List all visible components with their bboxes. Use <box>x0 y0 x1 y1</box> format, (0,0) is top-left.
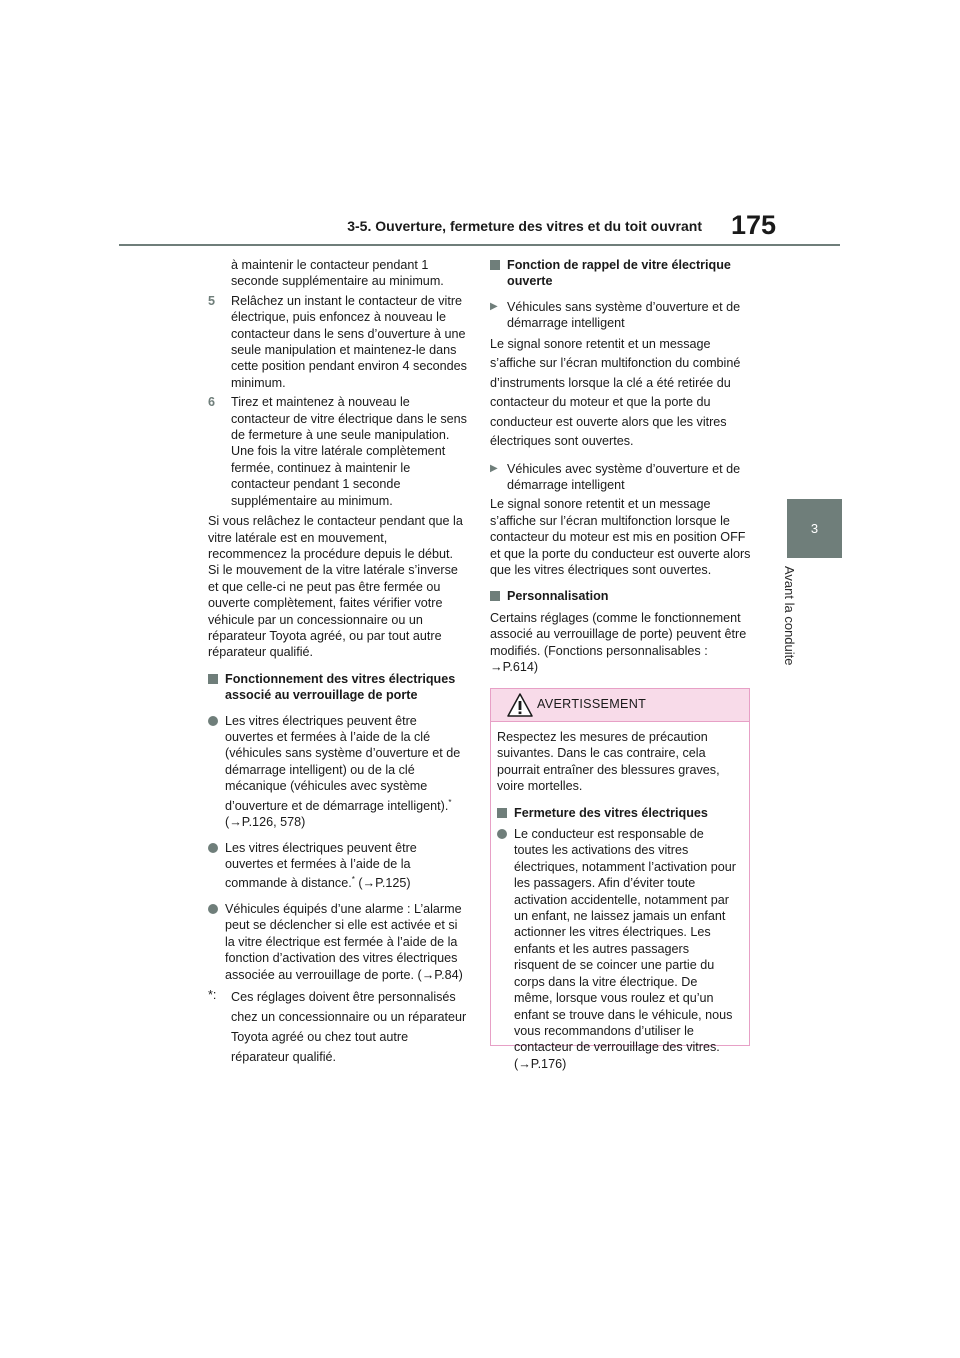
footnote-text: Ces réglages doivent être personnalisés chez un concessionnaire ou un réparateur Toyota agréé ou chez tout autre réparateur qualifié. <box>231 990 467 1065</box>
circle-bullet-icon <box>208 904 218 914</box>
chapter-label <box>777 566 801 676</box>
square-bullet-icon <box>208 674 218 684</box>
circle-bullet-icon <box>208 843 218 853</box>
paragraph-reminder-1: Le signal sonore retentit et un message s’affiche sur l’écran multifonction du combiné d’instruments lorsque la clé a été retirée du contacteur du moteur et que la porte du conducteur est ouverte alors que les vitres électriques sont ouvertes. <box>490 336 741 449</box>
warning-body <box>497 729 737 1072</box>
circle-bullet-icon <box>208 716 218 726</box>
footnote-marker: * <box>448 797 452 807</box>
step-5 <box>208 293 468 391</box>
header-divider <box>119 244 840 246</box>
left-column <box>208 257 468 1067</box>
warning-bullet-text: Le conducteur est responsable de toutes les activations des vitres électriques, notamment l’activation pour les passagers. Afin d’éviter toute activation accidentelle, notamment par un enfant, ne laissez jamais un enfant actionner les vitres électriques. Les enfants et les autres passagers risquent de se coincer une partie du corps dans la vitre électrique. De même, lorsque vous roulez et qu’un enfant se trouve dans le véhicule, nous vous recommandons d’utiliser le contacteur de verrouillage des vitres. (→P.176) <box>514 827 736 1071</box>
continuation-text: à maintenir le contacteur pendant 1 seconde supplémentaire au minimum. <box>231 258 444 289</box>
step-number: 6 <box>208 395 216 410</box>
warning-title: AVERTISSEMENT <box>537 697 647 711</box>
warning-intro: Respectez les mesures de précaution suivantes. Dans le cas contraire, cela pourrait entraîner des blessures graves, voire mortelles. <box>497 730 720 794</box>
paragraph-reminder-2: Le signal sonore retentit et un message s’affiche sur l’écran multifonction lorsque le contacteur du moteur est mis en position OFF et que la porte du conducteur est ouverte alors que les vitres électriques sont ouvertes. <box>490 497 751 578</box>
heading-text: Fonctionnement des vitres électriques associé au verrouillage de porte <box>225 671 456 703</box>
triangle-arrow-icon: ▶ <box>490 462 498 474</box>
footnote-mark: *: <box>208 988 217 1003</box>
circle-bullet-icon <box>497 829 507 839</box>
paragraph-dealer: Si le mouvement de la vitre latérale s’inverse et que celle-ci ne peut pas être fermée ou ouverte complètement, faites vérifier votre véhicule par un concessionnaire ou un réparateur Toyota agréé, ou par tout autre réparateur qualifié. <box>208 563 458 660</box>
paragraph-customization: Certains réglages (comme le fonctionnement associé au verrouillage de porte) peuvent être modifiés. (Fonctions personnalisables : →P.614) <box>490 610 747 675</box>
footnote-marker: * <box>351 875 355 885</box>
list-item <box>208 840 468 892</box>
page-reference: (→P.125) <box>354 876 411 891</box>
heading-text: Personnalisation <box>507 589 609 604</box>
section-heading <box>490 588 752 605</box>
heading-text: Fonction de rappel de vitre électrique ouverte <box>507 258 731 289</box>
chapter-label-text: Avant la conduite <box>782 566 797 666</box>
triangle-arrow-icon: ▶ <box>490 300 498 312</box>
condition-text: Véhicules avec système d’ouverture et de démarrage intelligent <box>507 461 741 493</box>
condition-text: Véhicules sans système d’ouverture et de démarrage intelligent <box>507 299 741 331</box>
warning-header <box>491 689 749 722</box>
step-text: Relâchez un instant le contacteur de vitre électrique, puis enfoncez à nouveau le contacteur dans le sens d’ouverture à une seule manipulation et maintenez-le dans cette position pendant environ 4 secondes minimum. <box>231 293 467 390</box>
section-title: 3-5. Ouverture, fermeture des vitres et du toit ouvrant <box>347 218 702 234</box>
list-item <box>490 461 752 494</box>
right-column <box>490 257 752 676</box>
heading-text: Fermeture des vitres électriques <box>514 805 708 820</box>
square-bullet-icon <box>490 260 500 270</box>
page-number: 175 <box>730 210 776 240</box>
list-item <box>208 901 468 983</box>
bullet-text: Les vitres électriques peuvent être ouvertes et fermées à l’aide de la commande à distance. <box>225 840 417 891</box>
chapter-tab: 3 <box>787 499 842 558</box>
paragraph-restart: Si vous relâchez le contacteur pendant que la vitre latérale est en mouvement, recommencez la procédure depuis le début. <box>208 514 463 561</box>
warning-box <box>490 688 750 1071</box>
step-text: Tirez et maintenez à nouveau le contacteur de vitre électrique dans le sens de fermeture à une seule manipulation. Une fois la vitre latérale complètement fermée, continuez à maintenir le contacteur pendant 1 seconde supplémentaire au minimum. <box>231 395 467 508</box>
step-number: 5 <box>208 293 216 308</box>
warning-heading <box>497 805 737 822</box>
list-item <box>497 826 737 1072</box>
footnote <box>208 987 468 1067</box>
bullet-text: Véhicules équipés d’une alarme : L’alarme peut se déclencher si elle est activée et si la vitre électrique est fermée à l’aide de la fonction d’activation des vitres électriques associée au verrouillage de porte. (→P.84) <box>225 902 463 982</box>
square-bullet-icon <box>490 591 500 601</box>
square-bullet-icon <box>497 808 507 818</box>
list-item <box>490 299 752 332</box>
warning-triangle-icon <box>507 693 533 717</box>
step-6 <box>208 394 468 509</box>
page-reference: (→P.126, 578) <box>225 815 306 830</box>
section-heading <box>208 671 468 704</box>
bullet-text: Les vitres électriques peuvent être ouvertes et fermées à l’aide de la clé (véhicules sans système d’ouverture et de démarrage intelligent) ou de la clé mécanique (véhicules avec système d’ouverture et de démarrage intelligent). <box>225 713 461 813</box>
list-item <box>208 713 468 831</box>
section-heading <box>490 257 752 290</box>
